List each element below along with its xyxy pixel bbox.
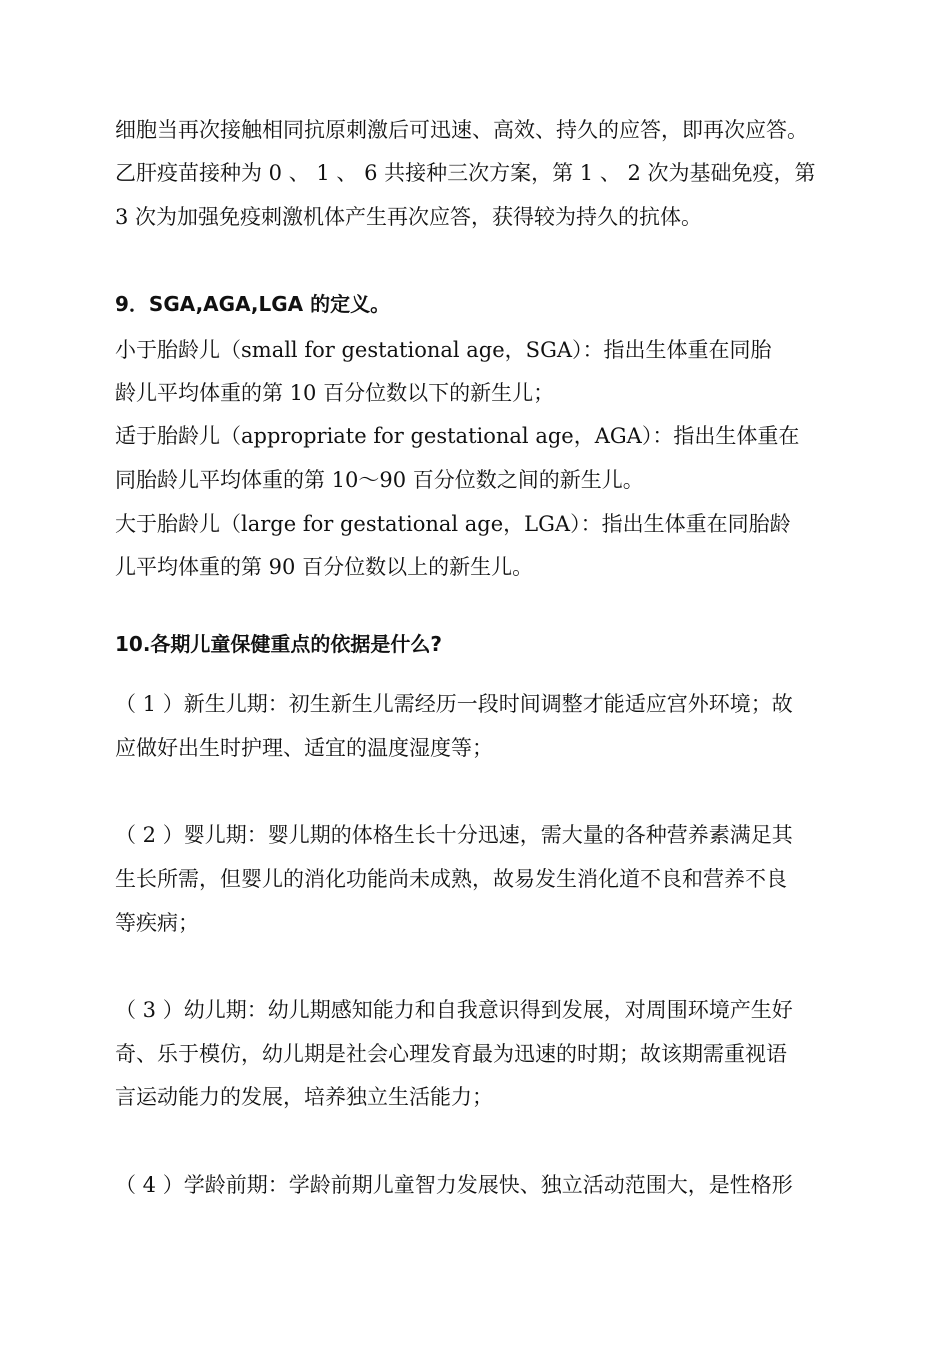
infancy-period-line-3: 等疾病； xyxy=(115,911,199,935)
newborn-period-line-2: 应做好出生时护理、适宜的温度湿度等； xyxy=(115,736,493,760)
toddler-period-line-2: 奇、乐于模仿，幼儿期是社会心理发育最为迅速的时期；故该期需重视语 xyxy=(115,1042,787,1066)
intro-line-1: 细胞当再次接触相同抗原刺激后可迅速、高效、持久的应答，即再次应答。 xyxy=(115,118,808,142)
newborn-period-line-1: （ 1 ）新生儿期：初生新生儿需经历一段时间调整才能适应宫外环境；故 xyxy=(115,692,793,716)
intro-line-3: 3 次为加强免疫刺激机体产生再次应答，获得较为持久的抗体。 xyxy=(115,205,703,229)
toddler-period-line-1: （ 3 ）幼儿期：幼儿期感知能力和自我意识得到发展，对周围环境产生好 xyxy=(115,998,793,1022)
aga-definition-line-2: 同胎龄儿平均体重的第 10～90 百分位数之间的新生儿。 xyxy=(115,468,644,492)
section-heading-9: 9．SGA,AGA,LGA 的定义。 xyxy=(115,292,391,316)
infancy-period-line-2: 生长所需，但婴儿的消化功能尚未成熟，故易发生消化道不良和营养不良 xyxy=(115,867,787,891)
sga-definition-line-2: 龄儿平均体重的第 10 百分位数以下的新生儿； xyxy=(115,381,555,405)
infancy-period-line-1: （ 2 ）婴儿期：婴儿期的体格生长十分迅速，需大量的各种营养素满足其 xyxy=(115,823,793,847)
lga-definition-line-1: 大于胎龄儿（large for gestational age，LGA）：指出生体重在同胎龄 xyxy=(115,512,791,536)
section-heading-10: 10.各期儿童保健重点的依据是什么? xyxy=(115,632,443,656)
preschool-period-line-1: （ 4 ）学龄前期：学龄前期儿童智力发展快、独立活动范围大，是性格形 xyxy=(115,1173,793,1197)
lga-definition-line-2: 儿平均体重的第 90 百分位数以上的新生儿。 xyxy=(115,555,534,579)
sga-definition-line-1: 小于胎龄儿（small for gestational age，SGA）：指出生体重在同胎 xyxy=(115,338,772,362)
toddler-period-line-3: 言运动能力的发展，培养独立生活能力； xyxy=(115,1085,493,1109)
intro-line-2: 乙肝疫苗接种为 0 、 1 、 6 共接种三次方案，第 1 、 2 次为基础免疫，第 xyxy=(115,161,816,185)
aga-definition-line-1: 适于胎龄儿（appropriate for gestational age，AGA）：指出生体重在 xyxy=(115,424,800,448)
